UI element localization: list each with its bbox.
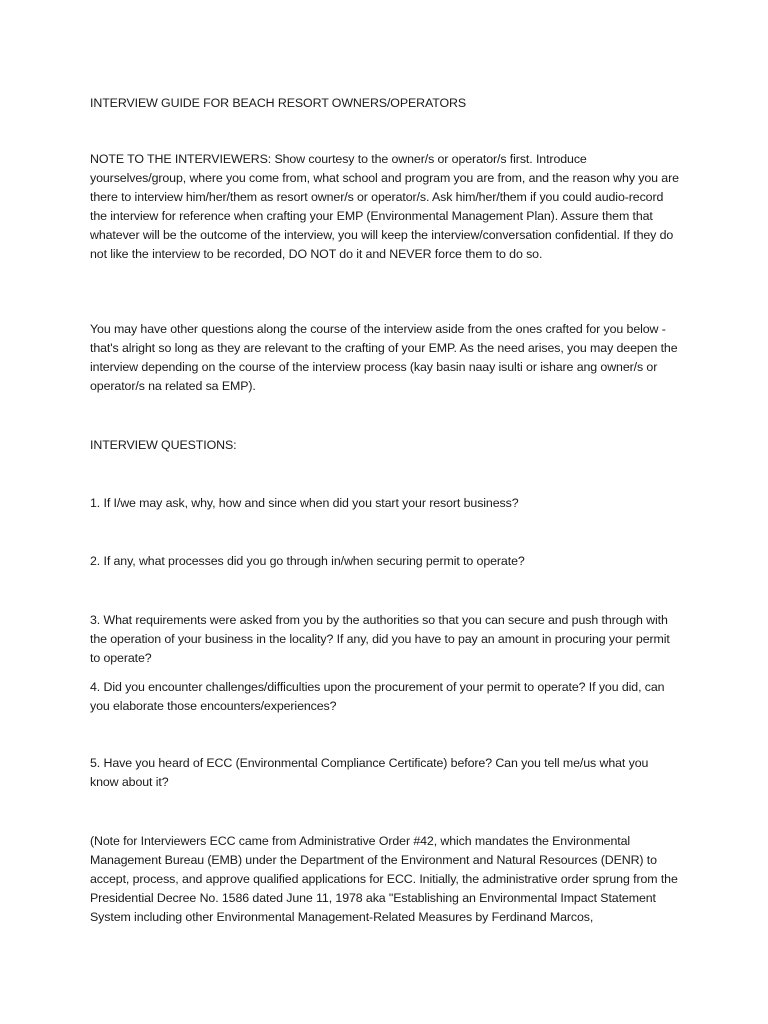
ecc-note: (Note for Interviewers ECC came from Administrative Order #42, which mandates the Environmental Management Bureau (EMB) under the Department of the Environment and Natural Resources (DENR) to accept, process, and approve qualified applications for ECC. Initially, the administrative order sprung from the Presidential Decree No. 1586 dated June 11, 1978 aka "Establishing an Environmental Impact Statement System including other Environmental Management-Related Measures by Ferdinand Marcos, bbox=[90, 834, 678, 924]
interview-questions-header: INTERVIEW QUESTIONS: bbox=[90, 438, 237, 452]
question-2: 2. If any, what processes did you go through in/when securing permit to operate? bbox=[90, 554, 525, 568]
note-to-interviewers: NOTE TO THE INTERVIEWERS: Show courtesy to the owner/s or operator/s first. Introduce yourselves/group, where you come from, what school and program you are from, and the reason why you are there to interview him/her/them as resort owner/s or operator/s. Ask him/her/them if you could audio-record the interview for reference when crafting your EMP (Environmental Management Plan). Assure them that whatever will be the outcome of the interview, you will keep the interview/conversation confidential. If they do not like the interview to be recorded, DO NOT do it and NEVER force them to do so. bbox=[90, 152, 679, 261]
other-questions-paragraph: You may have other questions along the course of the interview aside from the ones crafted for you below - that's alright so long as they are relevant to the crafting of your EMP. As the need arises, you may deepen the interview depending on the course of the interview process (kay basin naay isulti or ishare ang owner/s or operator/s na related sa EMP). bbox=[90, 322, 678, 393]
question-3: 3. What requirements were asked from you by the authorities so that you can secure and push through with the operation of your business in the locality? If any, did you have to pay an amount in procuring your permit to operate? bbox=[90, 613, 670, 665]
document-title: INTERVIEW GUIDE FOR BEACH RESORT OWNERS/OPERATORS bbox=[90, 96, 467, 110]
question-5: 5. Have you heard of ECC (Environmental Compliance Certificate) before? Can you tell me/us what you know about it? bbox=[90, 756, 649, 789]
question-4: 4. Did you encounter challenges/difficulties upon the procurement of your permit to operate? If you did, can you elaborate those encounters/experiences? bbox=[90, 680, 665, 713]
question-1: 1. If I/we may ask, why, how and since when did you start your resort business? bbox=[90, 496, 519, 510]
